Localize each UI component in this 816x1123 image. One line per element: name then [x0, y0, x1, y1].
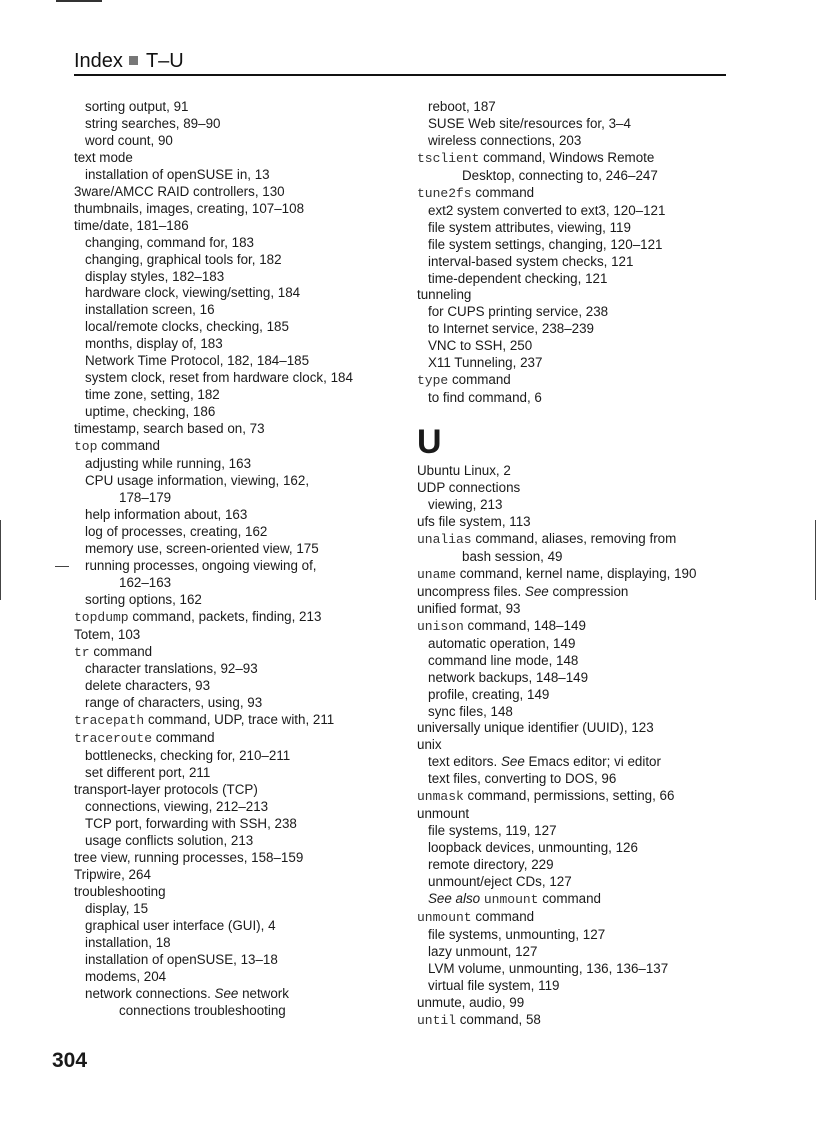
- entry-text: command, aliases, removing from: [471, 530, 677, 546]
- entry-text: tree view, running processes, 158–159: [74, 849, 304, 865]
- command-name: uname: [417, 566, 457, 582]
- index-subentry: [417, 338, 747, 355]
- entry-text: TCP port, forwarding with SSH, 238: [85, 816, 297, 832]
- index-subentry: [417, 254, 747, 271]
- command-name: top: [74, 439, 98, 455]
- index-subentry: [417, 99, 747, 116]
- entry-text: Ubuntu Linux, 2: [417, 463, 511, 479]
- index-subentry: [74, 252, 404, 269]
- entry-text: command, permissions, setting, 66: [463, 788, 675, 804]
- entry-text: bottlenecks, checking for, 210–211: [85, 748, 291, 764]
- entry-text: to find command, 6: [428, 390, 542, 406]
- index-subentry: [74, 507, 404, 524]
- entry-text: command: [97, 438, 160, 454]
- command-name: tr: [74, 644, 90, 660]
- index-subentry: [74, 592, 404, 609]
- running-header: [74, 48, 726, 76]
- index-entry: [74, 644, 404, 662]
- entry-text: command: [448, 372, 511, 388]
- entry-text: file systems, 119, 127: [428, 823, 557, 839]
- entry-text: system clock, reset from hardware clock, 184: [85, 370, 353, 386]
- index-entry: [417, 788, 747, 806]
- entry-text: local/remote clocks, checking, 185: [85, 319, 289, 335]
- entry-text: network: [238, 985, 289, 1001]
- index-subentry: [74, 816, 404, 833]
- entry-text: character translations, 92–93: [85, 661, 258, 677]
- entry-text: universally unique identifier (UUID), 123: [417, 720, 654, 736]
- entry-text: automatic operation, 149: [428, 635, 576, 651]
- entry-text: set different port, 211: [85, 765, 211, 781]
- entry-text: tunneling: [417, 287, 472, 303]
- entry-text: Network Time Protocol, 182, 184–185: [85, 353, 310, 369]
- entry-text: ext2 system converted to ext3, 120–121: [428, 202, 666, 218]
- index-subentry: [74, 473, 404, 490]
- entry-text: display styles, 182–183: [85, 268, 225, 284]
- entry-text: installation of openSUSE in, 13: [85, 166, 270, 182]
- index-subentry: [74, 524, 404, 541]
- index-entry: [417, 618, 747, 636]
- command-name: traceroute: [74, 731, 153, 747]
- entry-text: loopback devices, unmounting, 126: [428, 840, 638, 856]
- index-subentry: [417, 203, 747, 220]
- index-subentry: [74, 765, 404, 782]
- entry-text: command, kernel name, displaying, 190: [456, 565, 697, 581]
- index-entry: [417, 584, 747, 601]
- index-subentry: [417, 961, 747, 978]
- index-column-left: [74, 99, 404, 1019]
- entry-text: modems, 204: [85, 968, 167, 984]
- index-subentry: [417, 687, 747, 704]
- entry-text: months, display of, 183: [85, 336, 223, 352]
- index-subentry: [74, 952, 404, 969]
- entry-text: network connections.: [85, 985, 215, 1001]
- index-subentry: [74, 302, 404, 319]
- index-subentry: [74, 167, 404, 184]
- command-name: tune2fs: [417, 185, 472, 201]
- left-edge-mark: [0, 520, 1, 600]
- entry-text: unmount/eject CDs, 127: [428, 874, 572, 890]
- entry-text: command, 148–149: [463, 617, 586, 633]
- index-subentry: [74, 901, 404, 918]
- entry-text: Desktop, connecting to, 246–247: [462, 167, 658, 183]
- entry-text: remote directory, 229: [428, 857, 554, 873]
- index-entry: [74, 184, 404, 201]
- entry-text: uncompress files.: [417, 583, 525, 599]
- index-entry: [74, 884, 404, 901]
- index-subentry: [74, 336, 404, 353]
- index-subentry: [74, 833, 404, 850]
- index-subentry: [74, 935, 404, 952]
- entry-text: network backups, 148–149: [428, 669, 589, 685]
- entry-text: command: [471, 184, 535, 200]
- index-subentry: [74, 269, 404, 286]
- index-subentry: [74, 353, 404, 370]
- index-entry: [417, 372, 747, 390]
- entry-text: delete characters, 93: [85, 678, 211, 694]
- entry-text: reboot, 187: [428, 99, 496, 114]
- entry-text: command: [89, 643, 153, 659]
- see-reference: See: [214, 985, 239, 1001]
- index-subentry: [417, 823, 747, 840]
- index-subentry: [417, 497, 747, 514]
- index-entry: [74, 421, 404, 438]
- index-entry: [417, 185, 747, 203]
- index-subentry: [74, 695, 404, 712]
- index-subentry: [417, 653, 747, 670]
- index-subentry: [74, 235, 404, 252]
- index-subentry: [417, 670, 747, 687]
- index-subentry: [74, 319, 404, 336]
- entry-text: adjusting while running, 163: [85, 456, 252, 472]
- index-subentry: [417, 944, 747, 961]
- top-edge-rule: [56, 0, 102, 2]
- entry-text: changing, graphical tools for, 182: [85, 251, 282, 267]
- header-index-label: Index: [74, 50, 123, 72]
- command-name: tracepath: [74, 713, 145, 729]
- index-entry: [74, 438, 404, 456]
- index-entry: [417, 806, 747, 823]
- entry-text: installation screen, 16: [85, 302, 215, 318]
- entry-text: time/date, 181–186: [74, 217, 189, 233]
- entry-text: range of characters, using, 93: [85, 695, 263, 711]
- index-entry: [417, 909, 747, 927]
- index-column-right: [417, 99, 747, 1030]
- entry-text: running processes, ongoing viewing of,: [85, 557, 317, 573]
- entry-text: Emacs editor; vi editor: [524, 754, 661, 770]
- index-entry-continuation: [74, 575, 404, 592]
- entry-text: help information about, 163: [85, 506, 248, 522]
- entry-text: 3ware/AMCC RAID controllers, 130: [74, 183, 285, 199]
- entry-text: thumbnails, images, creating, 107–108: [74, 200, 305, 216]
- entry-text: installation of openSUSE, 13–18: [85, 951, 278, 967]
- entry-text: unix: [417, 737, 442, 753]
- entry-text: text editors.: [428, 754, 501, 770]
- index-subentry: [417, 636, 747, 653]
- entry-text: interval-based system checks, 121: [428, 253, 634, 269]
- entry-text: lazy unmount, 127: [428, 943, 538, 959]
- index-entry: [417, 995, 747, 1012]
- index-subentry: [74, 370, 404, 387]
- entry-text: text mode: [74, 149, 133, 165]
- entry-text: Tripwire, 264: [74, 866, 151, 882]
- entry-text: usage conflicts solution, 213: [85, 832, 254, 848]
- index-subentry: [74, 678, 404, 695]
- command-name: unmount: [417, 909, 472, 925]
- index-section-t-continued: [417, 99, 747, 407]
- index-subentry: [417, 978, 747, 995]
- entry-text: file systems, unmounting, 127: [428, 926, 606, 942]
- index-subentry: [74, 133, 404, 150]
- header-title: [74, 48, 184, 74]
- entry-text: ufs file system, 113: [417, 514, 531, 530]
- entry-text: 162–163: [119, 574, 172, 590]
- command-name: unmask: [417, 789, 464, 805]
- entry-text: graphical user interface (GUI), 4: [85, 917, 276, 933]
- entry-text: 178–179: [119, 489, 172, 505]
- see-reference: See: [500, 754, 525, 770]
- index-subentry: [417, 754, 747, 771]
- entry-text: changing, command for, 183: [85, 234, 254, 250]
- entry-text: word count, 90: [85, 132, 173, 148]
- page-number: 304: [52, 1049, 88, 1072]
- index-subentry: [417, 355, 747, 372]
- index-entry: [74, 150, 404, 167]
- index-subentry: [74, 404, 404, 421]
- index-subentry: [74, 387, 404, 404]
- entry-text: to Internet service, 238–239: [428, 321, 595, 337]
- index-subentry: [417, 891, 747, 909]
- index-subentry: [74, 99, 404, 116]
- entry-text: connections troubleshooting: [119, 1002, 286, 1018]
- command-name: until: [417, 1012, 457, 1028]
- header-square-icon: [129, 56, 138, 65]
- entry-text: for CUPS printing service, 238: [428, 304, 609, 320]
- index-entry: [74, 712, 404, 730]
- entry-text: time zone, setting, 182: [85, 387, 220, 403]
- index-entry: [417, 720, 747, 737]
- index-subentry: [417, 840, 747, 857]
- entry-text: timestamp, search based on, 73: [74, 421, 265, 437]
- index-entry: [417, 287, 747, 304]
- entry-text: command, 58: [456, 1011, 541, 1027]
- entry-text: LVM volume, unmounting, 136, 136–137: [428, 960, 669, 976]
- index-subentry: [74, 541, 404, 558]
- entry-text: unified format, 93: [417, 600, 521, 616]
- index-entry: [417, 566, 747, 584]
- index-subentry: [74, 285, 404, 302]
- command-name: type: [417, 373, 449, 389]
- entry-text: profile, creating, 149: [428, 686, 550, 702]
- entry-text: command, UDP, trace with, 211: [144, 712, 335, 728]
- index-entry: [74, 218, 404, 235]
- entry-text: troubleshooting: [74, 883, 166, 899]
- entry-text: uptime, checking, 186: [85, 404, 216, 420]
- index-subentry: [74, 456, 404, 473]
- entry-text: command, Windows Remote: [479, 149, 655, 165]
- crop-mark: [55, 566, 69, 567]
- index-subentry: [74, 969, 404, 986]
- command-name: tsclient: [417, 150, 480, 166]
- index-subentry: [74, 986, 404, 1003]
- entry-text: X11 Tunneling, 237: [428, 355, 543, 371]
- index-subentry: [74, 558, 404, 575]
- entry-text: VNC to SSH, 250: [428, 338, 533, 354]
- index-entry: [417, 514, 747, 531]
- entry-text: sorting output, 91: [85, 99, 189, 114]
- entry-text: installation, 18: [85, 934, 171, 950]
- header-range-label: T–U: [145, 50, 184, 72]
- entry-text: command line mode, 148: [428, 652, 579, 668]
- command-name: unison: [417, 618, 464, 634]
- entry-text: sync files, 148: [428, 703, 513, 719]
- index-subentry: [74, 918, 404, 935]
- index-section-u: [417, 463, 747, 1029]
- index-subentry: [417, 237, 747, 254]
- entry-text: memory use, screen-oriented view, 175: [85, 540, 319, 556]
- index-subentry: [74, 799, 404, 816]
- index-entry: [74, 201, 404, 218]
- index-subentry: [417, 304, 747, 321]
- entry-text: hardware clock, viewing/setting, 184: [85, 285, 301, 301]
- entry-text: file system attributes, viewing, 119: [428, 219, 631, 235]
- index-subentry: [417, 874, 747, 891]
- index-subentry: [417, 133, 747, 150]
- entry-text: command: [152, 730, 215, 746]
- entry-text: SUSE Web site/resources for, 3–4: [428, 115, 631, 131]
- index-entry-continuation: [74, 1003, 404, 1020]
- entry-text: command, packets, finding, 213: [128, 608, 322, 624]
- index-entry: [417, 737, 747, 754]
- index-entry: [74, 730, 404, 748]
- entry-text: connections, viewing, 212–213: [85, 799, 269, 815]
- index-entry: [74, 627, 404, 644]
- section-letter-u: U: [417, 423, 442, 462]
- entry-text: unmute, audio, 99: [417, 994, 525, 1010]
- entry-text: unmount: [417, 806, 470, 822]
- index-entry: [74, 782, 404, 799]
- index-subentry: [417, 220, 747, 237]
- entry-text: UDP connections: [417, 480, 521, 496]
- entry-text: virtual file system, 119: [428, 977, 560, 993]
- entry-text: log of processes, creating, 162: [85, 523, 268, 539]
- entry-text: CPU usage information, viewing, 162,: [85, 472, 310, 488]
- entry-text: command: [538, 890, 601, 906]
- index-entry: [417, 150, 747, 168]
- index-subentry: [417, 771, 747, 788]
- entry-text: file system settings, changing, 120–121: [428, 236, 663, 252]
- entry-text: viewing, 213: [428, 497, 503, 513]
- command-name: unmount: [483, 891, 539, 907]
- entry-text: string searches, 89–90: [85, 115, 221, 131]
- entry-text: text files, converting to DOS, 96: [428, 771, 617, 787]
- command-name: unalias: [417, 531, 472, 547]
- index-entry-continuation: [74, 490, 404, 507]
- index-entry: [417, 601, 747, 618]
- index-entry: [74, 850, 404, 867]
- index-subentry: [417, 927, 747, 944]
- entry-text: time-dependent checking, 121: [428, 270, 608, 286]
- entry-text: display, 15: [85, 900, 149, 916]
- index-entry: [417, 463, 747, 480]
- index-subentry: [417, 390, 747, 407]
- entry-text: wireless connections, 203: [428, 132, 582, 148]
- entry-text: bash session, 49: [462, 548, 563, 564]
- index-subentry: [417, 116, 747, 133]
- index-subentry: [74, 116, 404, 133]
- see-reference: See also: [428, 890, 481, 906]
- index-entry: [417, 1012, 747, 1030]
- index-entry-continuation: [417, 168, 747, 185]
- index-entry: [417, 531, 747, 549]
- entry-text: command: [471, 908, 535, 924]
- entry-text: Totem, 103: [74, 626, 141, 642]
- index-subentry: [417, 271, 747, 288]
- command-name: topdump: [74, 609, 129, 625]
- index-subentry: [74, 661, 404, 678]
- index-entry: [74, 867, 404, 884]
- entry-text: sorting options, 162: [85, 591, 202, 607]
- see-reference: See: [524, 583, 549, 599]
- index-subentry: [417, 321, 747, 338]
- index-entry-continuation: [417, 549, 747, 566]
- entry-text: transport-layer protocols (TCP): [74, 782, 258, 798]
- index-entry: [417, 480, 747, 497]
- index-entry: [74, 609, 404, 627]
- entry-text: compression: [548, 583, 629, 599]
- index-subentry: [417, 857, 747, 874]
- index-subentry: [74, 748, 404, 765]
- index-subentry: [417, 704, 747, 721]
